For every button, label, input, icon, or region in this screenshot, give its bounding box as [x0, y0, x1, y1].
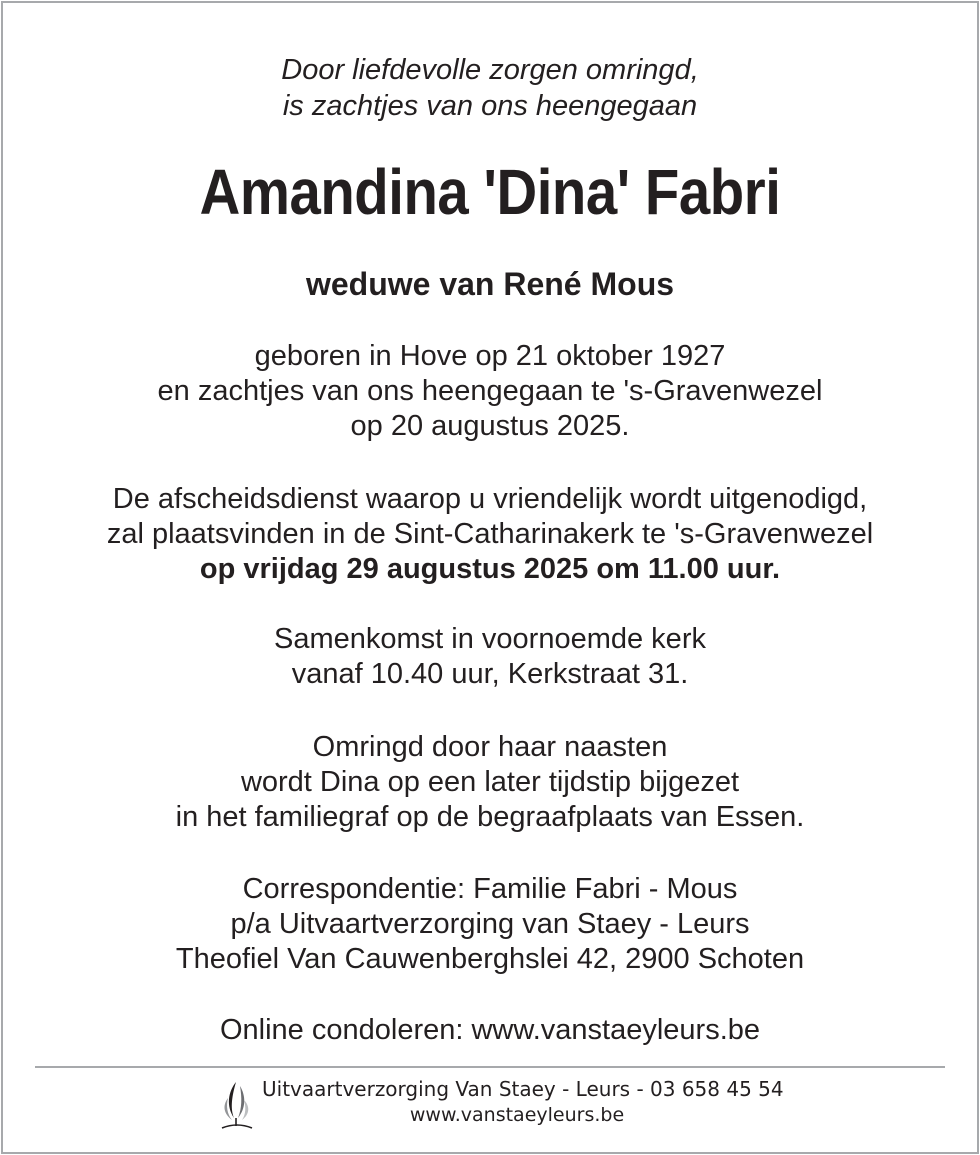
correspondence-paragraph: [0, 872, 980, 977]
burial-paragraph: [0, 730, 980, 835]
online-condolences: [0, 1013, 980, 1048]
footer-divider: [35, 1066, 945, 1068]
flame-logo-icon: [214, 1076, 260, 1132]
funeral-home-website: www.vanstaeyleurs.be: [409, 1104, 625, 1126]
burial-line-3: in het familiegraf op de begraafplaats van Essen.: [175, 801, 805, 833]
funeral-home-contact: Uitvaartverzorging Van Staey - Leurs - 03 658 45 54: [262, 1077, 784, 1101]
burial-line-1: Omringd door haar naasten: [312, 731, 668, 763]
service-line-2: zal plaatsvinden in de Sint-Catharinakerk te 's-Gravenwezel: [106, 518, 874, 550]
correspondence-line-1: Correspondentie: Familie Fabri - Mous: [242, 873, 738, 905]
correspondence-line-2: p/a Uitvaartverzorging van Staey - Leurs: [230, 908, 750, 940]
online-condolences-text: Online condoleren: www.vanstaeyleurs.be: [219, 1014, 761, 1046]
service-line-1: De afscheidsdienst waarop u vriendelijk wordt uitgenodigd,: [112, 483, 868, 515]
gathering-line-2: vanaf 10.40 uur, Kerkstraat 31.: [291, 658, 689, 690]
gathering-line-1: Samenkomst in voornoemde kerk: [274, 623, 706, 655]
burial-line-2: wordt Dina op een later tijdstip bijgezet: [240, 766, 740, 798]
intro-text: [0, 52, 980, 124]
gathering-paragraph: [0, 622, 980, 692]
birth-death-paragraph: [0, 339, 980, 444]
footer: [0, 1074, 980, 1134]
death-date-line: op 20 augustus 2025.: [350, 410, 630, 442]
deceased-relation: weduwe van René Mous: [305, 266, 675, 302]
deceased-name: Amandina 'Dina' Fabri: [199, 156, 781, 228]
intro-line-2: is zachtjes van ons heengegaan: [282, 90, 698, 122]
death-place-line: en zachtjes van ons heengegaan te 's-Gravenwezel: [157, 375, 823, 407]
footer-text: [262, 1076, 784, 1128]
service-datetime: op vrijdag 29 augustus 2025 om 11.00 uur.: [199, 553, 781, 585]
service-paragraph: [0, 482, 980, 587]
birth-line: geboren in Hove op 21 oktober 1927: [254, 340, 726, 372]
intro-line-1: Door liefdevolle zorgen omringd,: [281, 54, 699, 86]
correspondence-address: Theofiel Van Cauwenberghslei 42, 2900 Schoten: [175, 943, 805, 975]
